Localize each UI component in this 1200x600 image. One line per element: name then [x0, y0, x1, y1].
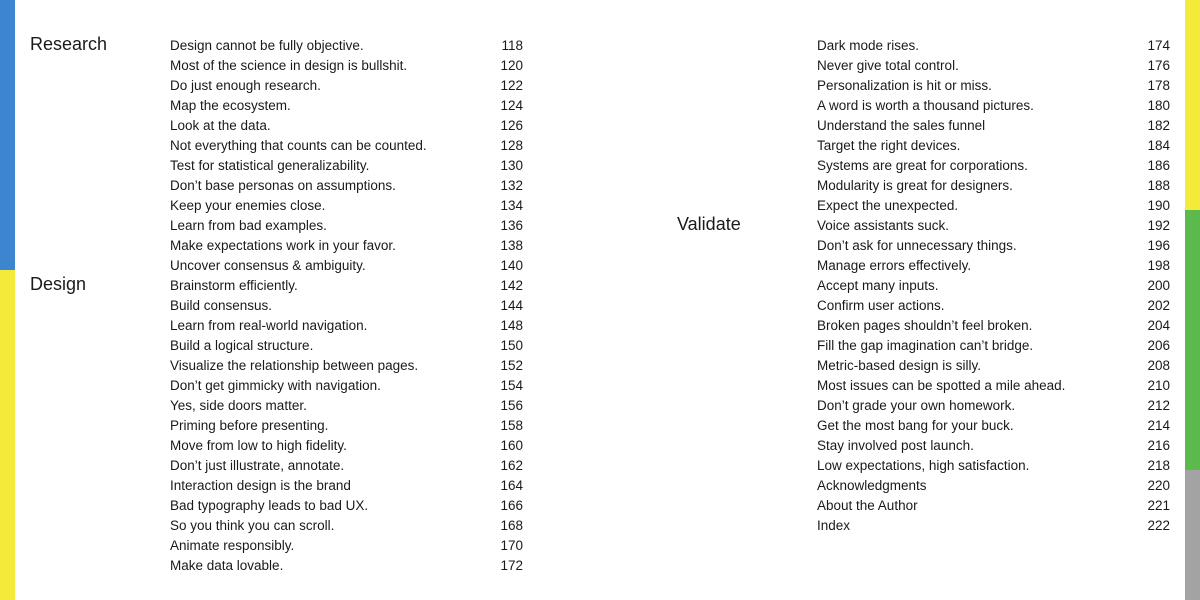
toc-entry[interactable]	[817, 396, 1170, 416]
toc-entry-title: Broken pages shouldn’t feel broken.	[817, 318, 1033, 333]
toc-entry[interactable]	[170, 356, 523, 376]
toc-entry-title: Acknowledgments	[817, 478, 927, 493]
toc-entry-page: 202	[1147, 298, 1170, 313]
toc-entry-title: Don’t get gimmicky with navigation.	[170, 378, 381, 393]
toc-entry[interactable]	[170, 156, 523, 176]
toc-entry-title: Never give total control.	[817, 58, 959, 73]
toc-entry-title: Expect the unexpected.	[817, 198, 959, 213]
toc-entry[interactable]	[817, 416, 1170, 436]
toc-entry-page: 126	[500, 118, 523, 133]
toc-entry[interactable]	[817, 336, 1170, 356]
toc-entry-title: Most of the science in design is bullshit.	[170, 58, 408, 73]
toc-entry-page: 144	[500, 298, 523, 313]
toc-entry[interactable]	[817, 216, 1170, 236]
toc-entry-title: Learn from real-world navigation.	[170, 318, 368, 333]
toc-entry[interactable]	[170, 276, 523, 296]
toc-entry[interactable]	[170, 76, 523, 96]
toc-entry-page: 162	[500, 458, 523, 473]
toc-entry[interactable]	[170, 416, 523, 436]
toc-entry-title: Accept many inputs.	[817, 278, 939, 293]
toc-entry-page: 222	[1147, 518, 1170, 533]
toc-entry-page: 134	[500, 198, 523, 213]
toc-entry-page: 132	[500, 178, 523, 193]
toc-entry-title: Don’t base personas on assumptions.	[170, 178, 396, 193]
toc-entry-page: 182	[1147, 118, 1170, 133]
toc-entry[interactable]	[817, 156, 1170, 176]
section-title-research: Research	[30, 34, 108, 54]
toc-entry-title: Do just enough research.	[170, 78, 321, 93]
toc-entry-title: Confirm user actions.	[817, 298, 945, 313]
toc-entry-page: 138	[500, 238, 523, 253]
toc-entry-page: 166	[500, 498, 523, 513]
toc-entry[interactable]	[170, 336, 523, 356]
toc-entry-title: Build a logical structure.	[170, 338, 314, 353]
toc-entry-page: 142	[500, 278, 523, 293]
toc-entry[interactable]	[817, 116, 1170, 136]
toc-entry[interactable]	[817, 76, 1170, 96]
toc-entry[interactable]	[170, 436, 523, 456]
toc-entry-title: Design cannot be fully objective.	[170, 38, 364, 53]
toc-entry-title: Brainstorm efficiently.	[170, 278, 298, 293]
right-color-bar-yellow	[1185, 0, 1200, 210]
toc-entry-page: 180	[1147, 98, 1170, 113]
toc-entry[interactable]	[817, 296, 1170, 316]
toc-entry[interactable]	[817, 456, 1170, 476]
toc-entry-page: 210	[1147, 378, 1170, 393]
toc-entry-title: Not everything that counts can be counted.	[170, 138, 427, 153]
toc-entry[interactable]	[817, 496, 1170, 516]
toc-entry[interactable]	[170, 236, 523, 256]
toc-entry-title: About the Author	[817, 498, 918, 513]
toc-entry-title: Make expectations work in your favor.	[170, 238, 396, 253]
toc-entry[interactable]	[817, 316, 1170, 336]
toc-entry-page: 172	[500, 558, 523, 573]
toc-entry[interactable]	[817, 516, 1170, 536]
toc-entry-page: 188	[1147, 178, 1170, 193]
toc-entry[interactable]	[170, 496, 523, 516]
toc-entry[interactable]	[817, 376, 1170, 396]
toc-entry-page: 154	[500, 378, 523, 393]
toc-entry-title: Most issues can be spotted a mile ahead.	[817, 378, 1066, 393]
section-title-design: Design	[30, 274, 87, 294]
toc-entry-page: 148	[500, 318, 523, 333]
right-color-bar-gray	[1185, 470, 1200, 600]
toc-entry-title: Don’t just illustrate, annotate.	[170, 458, 345, 473]
left-color-bar-yellow	[0, 270, 15, 600]
toc-entry-title: Dark mode rises.	[817, 38, 920, 53]
toc-entry[interactable]	[170, 316, 523, 336]
toc-entry-page: 204	[1147, 318, 1170, 333]
toc-entry-page: 214	[1147, 418, 1170, 433]
left-color-bar-blue	[0, 0, 15, 270]
toc-entry-page: 220	[1147, 478, 1170, 493]
toc-entry-page: 168	[500, 518, 523, 533]
toc-entry-page: 178	[1147, 78, 1170, 93]
toc-entry-title: Target the right devices.	[817, 138, 961, 153]
toc-entry[interactable]	[817, 276, 1170, 296]
toc-entry-title: Bad typography leads to bad UX.	[170, 498, 369, 513]
toc-entry-title: Build consensus.	[170, 298, 273, 313]
toc-entry-title: Index	[817, 518, 851, 533]
toc-entry-page: 130	[500, 158, 523, 173]
toc-entry-title: Test for statistical generalizability.	[170, 158, 370, 173]
toc-entry-title: Fill the gap imagination can’t bridge.	[817, 338, 1034, 353]
toc-entry-page: 221	[1147, 498, 1170, 513]
toc-entry-page: 152	[500, 358, 523, 373]
toc-entry[interactable]	[170, 296, 523, 316]
toc-entry-page: 160	[500, 438, 523, 453]
toc-entry[interactable]	[817, 176, 1170, 196]
toc-entry-title: Get the most bang for your buck.	[817, 418, 1014, 433]
toc-entry-title: Uncover consensus & ambiguity.	[170, 258, 366, 273]
toc-entry-page: 170	[500, 538, 523, 553]
toc-entry[interactable]	[170, 196, 523, 216]
toc-entry[interactable]	[170, 136, 523, 156]
toc-entry[interactable]	[170, 256, 523, 276]
right-color-bar-green	[1185, 210, 1200, 470]
toc-entry-title: Priming before presenting.	[170, 418, 329, 433]
toc-entry[interactable]	[817, 136, 1170, 156]
toc-entry-title: Modularity is great for designers.	[817, 178, 1013, 193]
toc-entry-title: Interaction design is the brand	[170, 478, 351, 493]
toc-entry-title: Don’t ask for unnecessary things.	[817, 238, 1017, 253]
toc-entry-page: 212	[1147, 398, 1170, 413]
toc-entry[interactable]	[170, 556, 523, 576]
toc-entry-page: 196	[1147, 238, 1170, 253]
toc-entry-title: Voice assistants suck.	[817, 218, 950, 233]
toc-entry-title: Animate responsibly.	[170, 538, 295, 553]
toc-entry[interactable]	[817, 256, 1170, 276]
toc-entry-title: Personalization is hit or miss.	[817, 78, 992, 93]
toc-entry-title: Metric-based design is silly.	[817, 358, 982, 373]
toc-entry[interactable]	[170, 116, 523, 136]
toc-entry[interactable]	[170, 536, 523, 556]
toc-entry[interactable]	[817, 236, 1170, 256]
toc-entry-page: 190	[1147, 198, 1170, 213]
toc-entry-page: 118	[501, 38, 523, 53]
toc-entry[interactable]	[817, 476, 1170, 496]
toc-entry-page: 128	[500, 138, 523, 153]
toc-entry-page: 124	[500, 98, 523, 113]
toc-entry-title: A word is worth a thousand pictures.	[817, 98, 1034, 113]
toc-entry[interactable]	[170, 376, 523, 396]
toc-entry-page: 200	[1147, 278, 1170, 293]
toc-entry[interactable]	[170, 456, 523, 476]
toc-list-left	[170, 36, 523, 576]
toc-entry[interactable]	[170, 56, 523, 76]
toc-entry[interactable]	[170, 476, 523, 496]
toc-entry[interactable]	[170, 516, 523, 536]
toc-entry-title: Look at the data.	[170, 118, 271, 133]
toc-entry-page: 156	[500, 398, 523, 413]
toc-entry[interactable]	[817, 436, 1170, 456]
toc-entry-title: Learn from bad examples.	[170, 218, 327, 233]
toc-entry-title: Understand the sales funnel	[817, 118, 986, 133]
toc-entry[interactable]	[817, 356, 1170, 376]
toc-entry-page: 136	[500, 218, 523, 233]
toc-entry-title: So you think you can scroll.	[170, 518, 335, 533]
toc-entry-title: Yes, side doors matter.	[170, 398, 307, 413]
toc-entry-page: 122	[500, 78, 523, 93]
toc-entry-title: Visualize the relationship between pages.	[170, 358, 419, 373]
section-title-validate: Validate	[677, 214, 741, 234]
toc-entry-page: 120	[500, 58, 523, 73]
toc-entry-page: 186	[1147, 158, 1170, 173]
toc-list-right	[817, 36, 1170, 536]
toc-entry-page: 184	[1147, 138, 1170, 153]
toc-entry-title: Systems are great for corporations.	[817, 158, 1028, 173]
toc-entry-page: 174	[1147, 38, 1170, 53]
toc-entry-page: 218	[1147, 458, 1170, 473]
toc-entry-page: 192	[1147, 218, 1170, 233]
toc-entry-page: 206	[1147, 338, 1170, 353]
toc-entry-title: Manage errors effectively.	[817, 258, 972, 273]
toc-entry[interactable]	[170, 216, 523, 236]
toc-entry[interactable]	[817, 96, 1170, 116]
toc-entry-page: 176	[1147, 58, 1170, 73]
toc-entry-page: 208	[1147, 358, 1170, 373]
toc-entry-page: 216	[1147, 438, 1170, 453]
toc-entry-page: 198	[1147, 258, 1170, 273]
toc-entry-title: Move from low to high fidelity.	[170, 438, 347, 453]
toc-entry[interactable]	[170, 396, 523, 416]
toc-entry-title: Make data lovable.	[170, 558, 284, 573]
toc-entry-page: 150	[500, 338, 523, 353]
toc-entry-title: Keep your enemies close.	[170, 198, 326, 213]
toc-entry[interactable]	[817, 56, 1170, 76]
toc-entry[interactable]	[170, 176, 523, 196]
toc-entry[interactable]	[817, 196, 1170, 216]
toc-entry-title: Stay involved post launch.	[817, 438, 974, 453]
toc-entry[interactable]	[817, 36, 1170, 56]
toc-entry[interactable]	[170, 36, 523, 56]
toc-entry-page: 140	[500, 258, 523, 273]
toc-entry-title: Don’t grade your own homework.	[817, 398, 1016, 413]
toc-entry-page: 164	[500, 478, 523, 493]
toc-entry-page: 158	[500, 418, 523, 433]
toc-entry-title: Map the ecosystem.	[170, 98, 291, 113]
toc-entry-title: Low expectations, high satisfaction.	[817, 458, 1030, 473]
toc-entry[interactable]	[170, 96, 523, 116]
